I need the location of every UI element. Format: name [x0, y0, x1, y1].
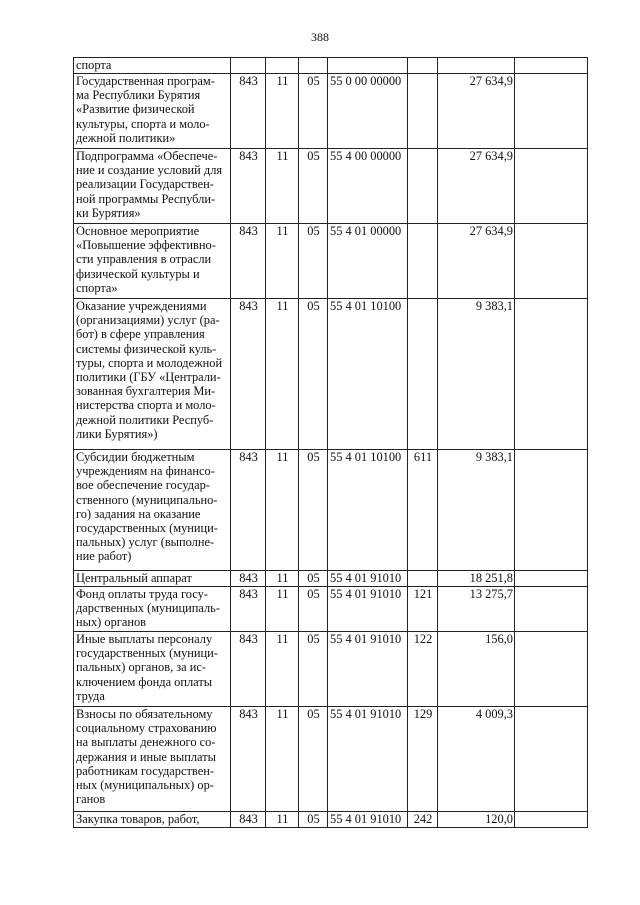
extra-cell: [515, 812, 588, 828]
table-row: [74, 571, 588, 587]
row-name-cell: [74, 707, 231, 812]
extra-cell: [515, 224, 588, 299]
name-line: дарственных (муниципаль-: [76, 601, 220, 616]
expense-type-cell: 121: [408, 587, 438, 632]
name-line: ных) органов: [76, 615, 147, 630]
table-row: [74, 299, 588, 450]
table-row: [74, 707, 588, 812]
subsection-code-cell: 05: [299, 224, 328, 299]
amount-cell: 156,0: [438, 632, 515, 707]
name-line: Фонд оплаты труда госу-: [76, 587, 208, 601]
target-article-cell: 55 4 01 10100: [328, 299, 408, 450]
table-row: [74, 812, 588, 828]
section-code-cell: 11: [266, 707, 299, 812]
name-line: «Повышение эффективно-: [76, 238, 216, 253]
admin-code-cell: 843: [231, 149, 266, 224]
target-article-cell: 55 4 01 10100: [328, 450, 408, 571]
name-line: спорта: [76, 58, 112, 72]
section-code-cell: 11: [266, 632, 299, 707]
section-code-cell: 11: [266, 74, 299, 149]
admin-code-cell: 843: [231, 299, 266, 450]
table-row: [74, 224, 588, 299]
expense-type-cell: [408, 149, 438, 224]
section-code-cell: 11: [266, 149, 299, 224]
target-article-cell: 55 4 01 91010: [328, 812, 408, 828]
name-line: ственного (муниципально-: [76, 492, 218, 507]
name-line: ганов: [76, 792, 106, 807]
target-article-cell: 55 4 01 91010: [328, 587, 408, 632]
expense-type-cell: [408, 224, 438, 299]
name-line: социальному страхованию: [76, 721, 217, 736]
admin-code-cell: 843: [231, 571, 266, 587]
table-row: [74, 450, 588, 571]
name-line: лики Бурятия»): [76, 426, 158, 441]
extra-cell: [515, 632, 588, 707]
subsection-code-cell: 05: [299, 149, 328, 224]
name-line: дежной политики Респуб-: [76, 412, 214, 427]
subsection-code-cell: 05: [299, 450, 328, 571]
table-row: [74, 149, 588, 224]
subsection-code-cell: 05: [299, 299, 328, 450]
name-line: бот) в сфере управления: [76, 327, 205, 342]
admin-code-cell: 843: [231, 587, 266, 632]
name-line: ной программы Республи-: [76, 191, 216, 206]
name-line: (организациями) услуг (ра-: [76, 313, 220, 328]
admin-code-cell: 843: [231, 632, 266, 707]
name-line: государственных (муници-: [76, 646, 218, 661]
extra-cell: [515, 149, 588, 224]
extra-cell: [515, 74, 588, 149]
admin-code-cell: 843: [231, 450, 266, 571]
name-line: физической культуры и: [76, 266, 200, 281]
extra-cell: [515, 571, 588, 587]
row-name-cell: [74, 450, 231, 571]
name-line: труда: [76, 688, 105, 703]
row-name-cell: [74, 149, 231, 224]
expense-type-cell: [408, 58, 438, 74]
extra-cell: [515, 299, 588, 450]
name-line: «Развитие физической: [76, 102, 195, 117]
table-row: [74, 587, 588, 632]
admin-code-cell: [231, 58, 266, 74]
row-name-cell: [74, 74, 231, 149]
amount-cell: 9 383,1: [438, 450, 515, 571]
name-line: работникам государствен-: [76, 763, 214, 778]
name-line: системы физической куль-: [76, 341, 217, 356]
name-line: сти управления в отрасли: [76, 252, 212, 267]
name-line: культуры, спорта и моло-: [76, 116, 210, 131]
row-name-cell: [74, 571, 231, 587]
table-row: [74, 58, 588, 74]
target-article-cell: 55 4 01 00000: [328, 224, 408, 299]
table-row: [74, 74, 588, 149]
amount-cell: [438, 58, 515, 74]
extra-cell: [515, 587, 588, 632]
name-line: государственных (муници-: [76, 521, 218, 536]
section-code-cell: 11: [266, 571, 299, 587]
expense-type-cell: [408, 74, 438, 149]
name-line: Взносы по обязательному: [76, 707, 213, 721]
row-name-cell: [74, 812, 231, 828]
name-line: Закупка товаров, работ,: [76, 812, 200, 826]
subsection-code-cell: 05: [299, 587, 328, 632]
name-line: туры, спорта и молодежной: [76, 355, 223, 370]
subsection-code-cell: 05: [299, 571, 328, 587]
expense-type-cell: 129: [408, 707, 438, 812]
subsection-code-cell: 05: [299, 812, 328, 828]
expense-type-cell: 242: [408, 812, 438, 828]
target-article-cell: 55 0 00 00000: [328, 74, 408, 149]
name-line: нистерства спорта и моло-: [76, 398, 216, 413]
name-line: на выплаты денежного со-: [76, 735, 216, 750]
admin-code-cell: 843: [231, 224, 266, 299]
section-code-cell: 11: [266, 587, 299, 632]
expense-type-cell: [408, 299, 438, 450]
admin-code-cell: 843: [231, 74, 266, 149]
amount-cell: 27 634,9: [438, 149, 515, 224]
name-line: держания и иные выплаты: [76, 749, 216, 764]
name-line: Субсидии бюджетным: [76, 450, 195, 464]
section-code-cell: 11: [266, 299, 299, 450]
name-line: Оказание учреждениями: [76, 299, 207, 313]
extra-cell: [515, 707, 588, 812]
name-line: ние работ): [76, 549, 132, 564]
name-line: ние и создание условий для: [76, 163, 223, 178]
name-line: пальных) услуг (выполне-: [76, 535, 215, 550]
target-article-cell: 55 4 01 91010: [328, 707, 408, 812]
name-line: ных (муниципальных) ор-: [76, 778, 214, 793]
amount-cell: 120,0: [438, 812, 515, 828]
row-name-cell: [74, 58, 231, 74]
name-line: реализации Государствен-: [76, 177, 214, 192]
name-line: зованная бухгалтерия Ми-: [76, 384, 216, 399]
amount-cell: 13 275,7: [438, 587, 515, 632]
row-name-cell: [74, 299, 231, 450]
row-name-cell: [74, 632, 231, 707]
name-line: учреждениям на финансо-: [76, 464, 215, 479]
table-row: [74, 632, 588, 707]
name-line: пальных) органов, за ис-: [76, 660, 207, 675]
name-line: дежной политики»: [76, 130, 176, 145]
amount-cell: 4 009,3: [438, 707, 515, 812]
subsection-code-cell: 05: [299, 707, 328, 812]
target-article-cell: 55 4 00 00000: [328, 149, 408, 224]
name-line: спорта»: [76, 280, 118, 295]
row-name-cell: [74, 224, 231, 299]
extra-cell: [515, 58, 588, 74]
section-code-cell: [266, 58, 299, 74]
page-number: 388: [311, 30, 329, 44]
target-article-cell: 55 4 01 91010: [328, 632, 408, 707]
name-line: вое обеспечение государ-: [76, 478, 210, 493]
extra-cell: [515, 450, 588, 571]
subsection-code-cell: [299, 58, 328, 74]
name-line: политики (ГБУ «Централи-: [76, 370, 221, 385]
target-article-cell: [328, 58, 408, 74]
expense-type-cell: [408, 571, 438, 587]
section-code-cell: 11: [266, 450, 299, 571]
amount-cell: 18 251,8: [438, 571, 515, 587]
name-line: Основное мероприятие: [76, 224, 200, 238]
admin-code-cell: 843: [231, 812, 266, 828]
subsection-code-cell: 05: [299, 632, 328, 707]
name-line: ключением фонда оплаты: [76, 674, 213, 689]
name-line: го) задания на оказание: [76, 506, 201, 521]
name-line: Государственная програм-: [76, 74, 215, 88]
amount-cell: 9 383,1: [438, 299, 515, 450]
target-article-cell: 55 4 01 91010: [328, 571, 408, 587]
budget-table: [73, 57, 588, 828]
expense-type-cell: 611: [408, 450, 438, 571]
row-name-cell: [74, 587, 231, 632]
section-code-cell: 11: [266, 812, 299, 828]
name-line: ма Республики Бурятия: [76, 88, 201, 103]
expense-type-cell: 122: [408, 632, 438, 707]
name-line: Центральный аппарат: [76, 571, 192, 585]
amount-cell: 27 634,9: [438, 224, 515, 299]
amount-cell: 27 634,9: [438, 74, 515, 149]
name-line: Подпрограмма «Обеспече-: [76, 149, 218, 163]
admin-code-cell: 843: [231, 707, 266, 812]
subsection-code-cell: 05: [299, 74, 328, 149]
name-line: ки Бурятия»: [76, 205, 141, 220]
section-code-cell: 11: [266, 224, 299, 299]
name-line: Иные выплаты персоналу: [76, 632, 213, 646]
